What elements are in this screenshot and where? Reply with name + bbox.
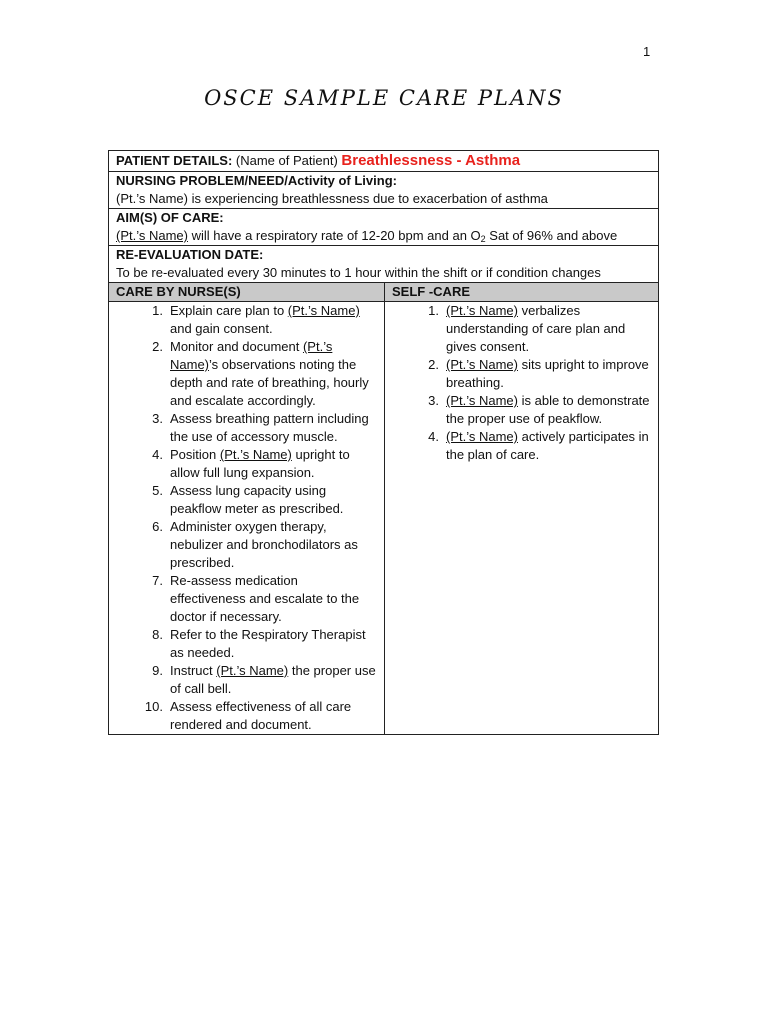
patient-name-placeholder: (Name of Patient) bbox=[235, 153, 338, 168]
nurse-care-item bbox=[116, 698, 377, 734]
re-evaluation-text: To be re-evaluated every 30 minutes to 1 hour within the shift or if condition changes bbox=[116, 265, 601, 280]
nurse-care-item-number: 2. bbox=[152, 339, 163, 354]
nurse-care-item-pt-name: (Pt.’s Name) bbox=[219, 447, 292, 462]
self-care-item-number: 1. bbox=[428, 303, 439, 318]
nurse-care-item-number: 7. bbox=[152, 573, 163, 588]
nurse-care-item-text bbox=[170, 518, 377, 572]
self-care-item-text-end: sits upright to improve breathing. bbox=[446, 357, 649, 390]
nurse-care-column bbox=[109, 302, 385, 734]
aims-text-after: Sat of 96% and above bbox=[485, 228, 618, 243]
nurse-care-header: CARE BY NURSE(S) bbox=[109, 283, 385, 301]
self-care-header: SELF -CARE bbox=[392, 284, 470, 299]
nurse-care-item-text bbox=[170, 698, 377, 734]
aims-pt-name: (Pt.’s Name) bbox=[116, 228, 188, 243]
nurse-care-item-text bbox=[170, 302, 377, 338]
nurse-care-item bbox=[116, 626, 377, 662]
self-care-item bbox=[392, 356, 651, 392]
nurse-care-item-text-end: the proper use of call bell. bbox=[170, 663, 376, 696]
patient-details-row bbox=[109, 151, 658, 172]
self-care-item-pt-name: (Pt.’s Name) bbox=[446, 303, 518, 318]
nursing-problem-label: NURSING PROBLEM/NEED/Activity of Living: bbox=[116, 173, 397, 188]
nurse-care-item-text-start: Re-assess medication effectiveness and escalate to the doctor if necessary. bbox=[170, 573, 360, 624]
self-care-item-text-end: is able to demonstrate the proper use of peakflow. bbox=[446, 393, 650, 426]
nurse-care-item-text-start: Assess breathing pattern including the use of accessory muscle. bbox=[170, 411, 369, 444]
self-care-item-number: 2. bbox=[428, 357, 439, 372]
nursing-problem-row bbox=[109, 172, 658, 209]
self-care-item-text bbox=[446, 428, 651, 464]
nurse-care-item bbox=[116, 446, 377, 482]
nurse-care-item-number: 1. bbox=[152, 303, 163, 318]
nurse-care-item-pt-name: (Pt.’s Name) bbox=[170, 339, 333, 372]
nurse-care-item-text-start: Position bbox=[170, 447, 220, 462]
patient-details-label: PATIENT DETAILS: bbox=[116, 153, 233, 168]
nurse-care-item-text-start: Instruct bbox=[170, 663, 217, 678]
columns-body bbox=[109, 302, 658, 734]
nurse-care-item-text-start: Monitor and document bbox=[170, 339, 303, 354]
nurse-care-item-number: 3. bbox=[152, 411, 163, 426]
page-title: OSCE SAMPLE CARE PLANS bbox=[204, 86, 564, 110]
self-care-item-text bbox=[446, 392, 651, 428]
nurse-care-item-pt-name: (Pt.’s Name) bbox=[216, 663, 289, 678]
nurse-care-item bbox=[116, 572, 377, 626]
self-care-item-number: 3. bbox=[428, 393, 439, 408]
nurse-care-item-text-start: Assess effectiveness of all care rendered and document. bbox=[170, 699, 352, 732]
nurse-care-item-text bbox=[170, 482, 377, 518]
re-evaluation-label: RE-EVALUATION DATE: bbox=[116, 247, 264, 262]
nurse-care-item-text-start: Explain care plan to bbox=[170, 303, 288, 318]
self-care-item-pt-name: (Pt.’s Name) bbox=[446, 357, 518, 372]
self-care-item bbox=[392, 428, 651, 464]
re-evaluation-row bbox=[109, 246, 658, 283]
nursing-problem-text: (Pt.’s Name) is experiencing breathlessness due to exacerbation of asthma bbox=[116, 191, 548, 206]
nurse-care-item-number: 5. bbox=[152, 483, 163, 498]
nurse-care-item-text-start: Administer oxygen therapy, nebulizer and bronchodilators as prescribed. bbox=[170, 519, 358, 570]
self-care-item-pt-name: (Pt.’s Name) bbox=[446, 393, 518, 408]
self-care-item-text bbox=[446, 302, 651, 356]
care-plan-table bbox=[108, 150, 659, 735]
nurse-care-item-number: 9. bbox=[152, 663, 163, 678]
nurse-care-item-number: 10. bbox=[144, 699, 163, 714]
nurse-care-item bbox=[116, 302, 377, 338]
aims-label: AIM(S) OF CARE: bbox=[116, 210, 224, 225]
nurse-care-item bbox=[116, 662, 377, 698]
aims-text bbox=[116, 227, 651, 245]
nurse-care-item bbox=[116, 518, 377, 572]
nurse-care-item-text bbox=[170, 626, 377, 662]
columns-header bbox=[109, 283, 658, 302]
nurse-care-item-text-end: upright to allow full lung expansion. bbox=[170, 447, 350, 480]
nurse-care-item-text-start: Refer to the Respiratory Therapist as needed. bbox=[170, 627, 366, 660]
self-care-column bbox=[385, 302, 658, 734]
self-care-item-text-end: actively participates in the plan of care. bbox=[446, 429, 649, 462]
nurse-care-list bbox=[116, 302, 377, 734]
nurse-care-item-text-end: and gain consent. bbox=[170, 321, 273, 336]
nurse-care-item-text-start: Assess lung capacity using peakflow meter as prescribed. bbox=[170, 483, 344, 516]
nurse-care-item-text bbox=[170, 662, 377, 698]
nurse-care-item-text bbox=[170, 338, 377, 410]
aims-subscript: 2 bbox=[480, 234, 486, 244]
aims-row bbox=[109, 209, 658, 246]
nurse-care-item-text bbox=[170, 446, 377, 482]
nurse-care-item bbox=[116, 482, 377, 518]
self-care-item-number: 4. bbox=[428, 429, 439, 444]
self-care-list bbox=[392, 302, 651, 464]
nurse-care-item-text bbox=[170, 572, 377, 626]
nurse-care-item-number: 6. bbox=[152, 519, 163, 534]
nurse-care-item-number: 4. bbox=[152, 447, 163, 462]
nurse-care-item bbox=[116, 410, 377, 446]
self-care-item-text-end: verbalizes understanding of care plan and gives consent. bbox=[446, 303, 626, 354]
self-care-item bbox=[392, 392, 651, 428]
nurse-care-item-text bbox=[170, 410, 377, 446]
self-care-item bbox=[392, 302, 651, 356]
page-number: 1 bbox=[643, 44, 651, 59]
nurse-care-item-number: 8. bbox=[152, 627, 163, 642]
nurse-care-item-text-end: ’s observations noting the depth and rate of breathing, hourly and escalate accordingly. bbox=[170, 357, 369, 408]
aims-text-before: will have a respiratory rate of 12-20 bpm and an O bbox=[188, 228, 481, 243]
self-care-item-pt-name: (Pt.’s Name) bbox=[446, 429, 518, 444]
self-care-item-text bbox=[446, 356, 651, 392]
condition-title: Breathlessness - Asthma bbox=[341, 152, 521, 169]
nurse-care-item bbox=[116, 338, 377, 410]
nurse-care-item-pt-name: (Pt.’s Name) bbox=[287, 303, 360, 318]
